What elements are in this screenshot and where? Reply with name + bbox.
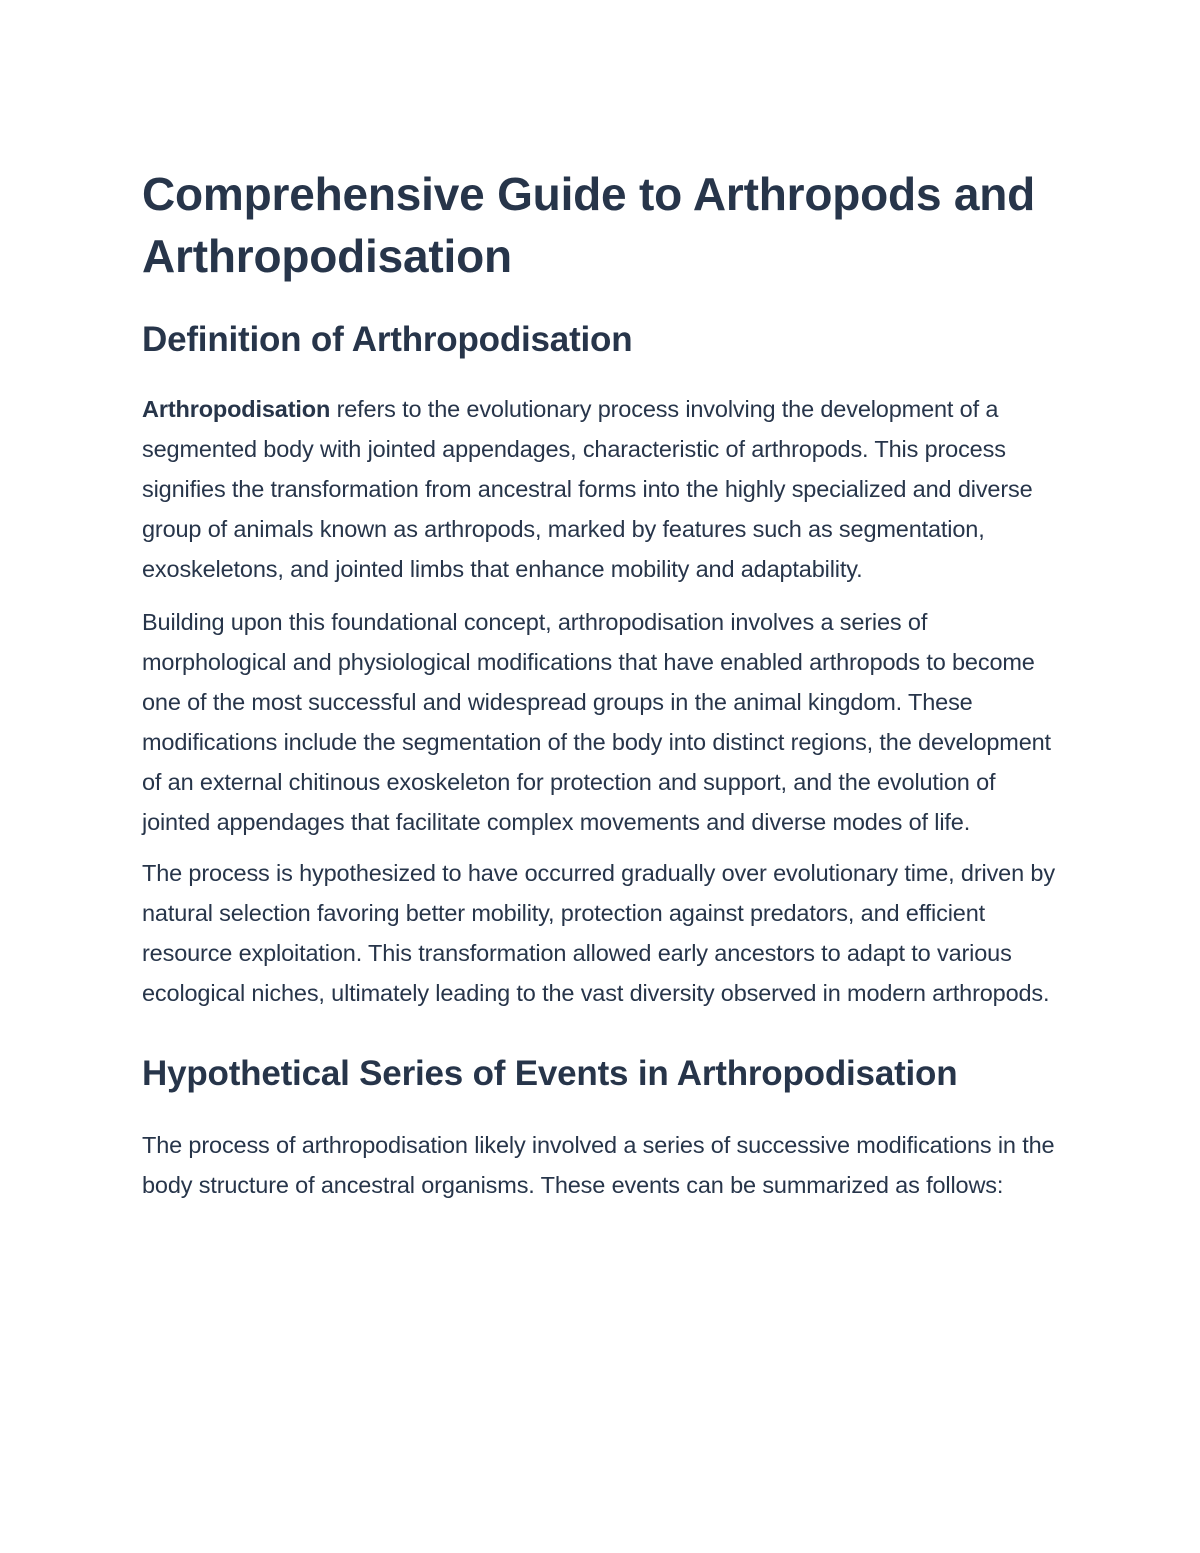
paragraph-events-intro: The process of arthropodisation likely involved a series of successive modifications in the body structure of ancestral organisms. These events can be summarized as follows: [142, 1132, 1055, 1198]
document-title: Comprehensive Guide to Arthropods and Arthropodisation [142, 168, 1036, 282]
paragraph-process: The process is hypothesized to have occurred gradually over evolutionary time, driven by natural selection favoring better mobility, protection against predators, and efficient resource exploitation. This transformation allowed early ancestors to adapt to various ecological niches, ultimately leading to the vast diversity observed in modern arthropods. [142, 860, 1055, 1006]
paragraph-definition [142, 389, 1060, 589]
section-heading-hypothetical-events: Hypothetical Series of Events in Arthropodisation [142, 1054, 958, 1093]
section-hypothetical-events [142, 1045, 1060, 1205]
paragraph-definition-text: refers to the evolutionary process involving the development of a segmented body with jointed appendages, characteristic of arthropods. This process signifies the transformation from ancestral forms into the highly specialized and diverse group of animals known as arthropods, marked by features such as segmentation, exoskeletons, and jointed limbs that enhance mobility and adaptability. [142, 396, 1033, 582]
section-heading-definition: Definition of Arthropodisation [142, 320, 633, 359]
section-definition [142, 317, 1060, 1013]
paragraph-modifications: Building upon this foundational concept, arthropodisation involves a series of morphological and physiological modifications that have enabled arthropods to become one of the most successful and widespread groups in the animal kingdom. These modifications include the segmentation of the body into distinct regions, the development of an external chitinous exoskeleton for protection and support, and the evolution of jointed appendages that facilitate complex movements and diverse modes of life. [142, 609, 1051, 835]
term-arthropodisation: Arthropodisation [142, 396, 331, 422]
